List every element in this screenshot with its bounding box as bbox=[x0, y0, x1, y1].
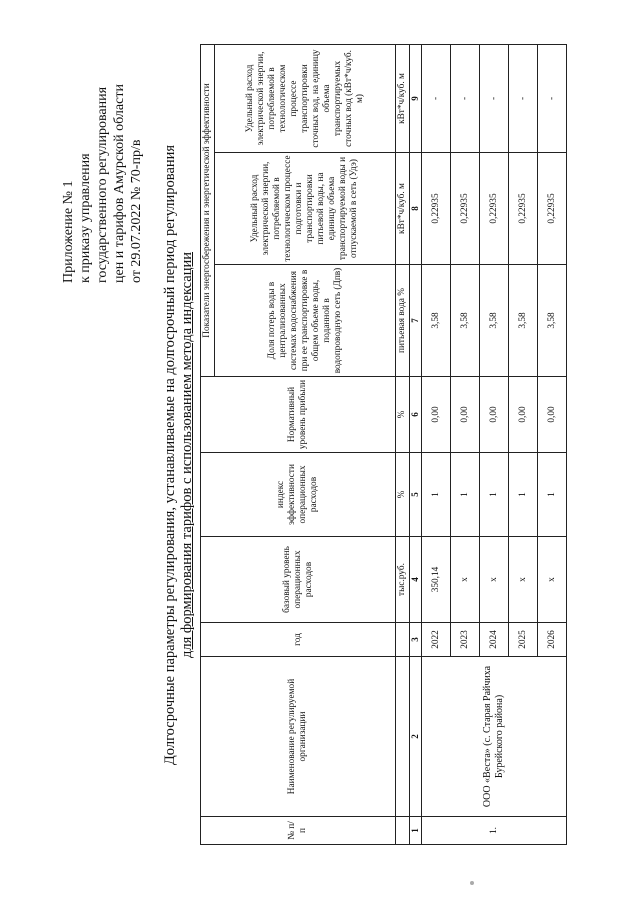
header-line: государственного регулирования bbox=[95, 86, 110, 283]
col-header-year: год bbox=[201, 623, 396, 657]
losses-cell: 3,58 bbox=[451, 265, 480, 377]
unit-cell: кВт*ч/куб. м bbox=[396, 44, 410, 152]
col-header-energy-group: Показатели энергосбережения и энергетической эффективности bbox=[201, 44, 215, 376]
year-cell: 2022 bbox=[422, 623, 451, 657]
col-header-energy-sewage: Удельный расход электрической энергии, потребляемой в технологическом процессе транспортировки сточных вод, на единицу объема транспортируемых сточных вод (кВт*ч/куб. м) bbox=[215, 44, 396, 152]
header-line: от 29.07.2022 № 70-пр/в bbox=[129, 139, 144, 283]
title-line-1: Долгосрочные параметры регулирования, устанавливаемые на долгосрочный период регулирования bbox=[162, 144, 178, 766]
base-cell: х bbox=[480, 537, 509, 623]
col-number: 1 bbox=[410, 817, 422, 845]
profit-cell: 0,00 bbox=[480, 377, 509, 453]
col-header-efficiency-index: индекс эффективности операционных расходов bbox=[201, 453, 396, 537]
col-header-number: № п/п bbox=[201, 817, 396, 845]
year-cell: 2026 bbox=[538, 623, 567, 657]
col-number: 2 bbox=[410, 657, 422, 817]
col-header-base-costs: базовый уровень операционных расходов bbox=[201, 537, 396, 623]
profit-cell: 0,00 bbox=[422, 377, 451, 453]
index-cell: 1 bbox=[422, 453, 451, 537]
col-number: 3 bbox=[410, 623, 422, 657]
document-title bbox=[162, 65, 196, 845]
year-cell: 2024 bbox=[480, 623, 509, 657]
energy-sewage-cell: - bbox=[480, 44, 509, 152]
parameters-table bbox=[200, 44, 567, 845]
year-cell: 2025 bbox=[509, 623, 538, 657]
energy-water-cell: 0,22935 bbox=[509, 153, 538, 265]
year-cell: 2023 bbox=[451, 623, 480, 657]
unit-cell: питьевая вода % bbox=[396, 265, 410, 377]
header-line: цен и тарифов Амурской области bbox=[112, 84, 127, 283]
unit-cell: тыс.руб. bbox=[396, 537, 410, 623]
unit-cell: кВт*ч/куб. м bbox=[396, 153, 410, 265]
scan-speck bbox=[470, 881, 474, 885]
header-line: Приложение № 1 bbox=[61, 180, 76, 283]
col-header-profit: Нормативный уровень прибыли bbox=[201, 377, 396, 453]
col-number: 6 bbox=[410, 377, 422, 453]
table-row bbox=[422, 44, 451, 844]
col-header-org: Наименование регулируемой организации bbox=[201, 657, 396, 817]
base-cell: х bbox=[538, 537, 567, 623]
col-number: 8 bbox=[410, 153, 422, 265]
base-cell: х bbox=[451, 537, 480, 623]
column-numbers-row bbox=[410, 44, 422, 844]
energy-sewage-cell: - bbox=[422, 44, 451, 152]
profit-cell: 0,00 bbox=[451, 377, 480, 453]
header-row-1 bbox=[201, 44, 215, 844]
index-cell: 1 bbox=[538, 453, 567, 537]
index-cell: 1 bbox=[480, 453, 509, 537]
base-cell: х bbox=[509, 537, 538, 623]
col-header-energy-water: Удельный расход электрической энергии, потребляемой в технологическом процессе подготовки и транспортировки питьевой воды, на единицу объема транспортируемой воды и отпускаемой в сеть (Удэ) bbox=[215, 153, 396, 265]
losses-cell: 3,58 bbox=[509, 265, 538, 377]
header-line: к приказу управления bbox=[78, 153, 93, 283]
col-header-water-losses: Доля потерь воды в централизованных системах водоснабжения при ее транспортировке в общем объеме воды, поданной в водопроводную сеть (Дпв) bbox=[215, 265, 396, 377]
appendix-header bbox=[60, 23, 145, 283]
energy-sewage-cell: - bbox=[538, 44, 567, 152]
units-row bbox=[396, 44, 410, 844]
unit-cell: % bbox=[396, 453, 410, 537]
energy-sewage-cell: - bbox=[451, 44, 480, 152]
index-cell: 1 bbox=[451, 453, 480, 537]
title-line-2: для формирования тарифов с использованием метода индексации bbox=[179, 251, 195, 659]
energy-water-cell: 0,22935 bbox=[538, 153, 567, 265]
col-number: 7 bbox=[410, 265, 422, 377]
col-number: 4 bbox=[410, 537, 422, 623]
profit-cell: 0,00 bbox=[538, 377, 567, 453]
org-name: ООО «Веста» (с. Старая Райчиха Бурейского района) bbox=[422, 657, 567, 817]
energy-water-cell: 0,22935 bbox=[480, 153, 509, 265]
losses-cell: 3,58 bbox=[538, 265, 567, 377]
col-number: 5 bbox=[410, 453, 422, 537]
col-number: 9 bbox=[410, 44, 422, 152]
energy-water-cell: 0,22935 bbox=[451, 153, 480, 265]
unit-cell: % bbox=[396, 377, 410, 453]
energy-water-cell: 0,22935 bbox=[422, 153, 451, 265]
index-cell: 1 bbox=[509, 453, 538, 537]
org-number: 1. bbox=[422, 817, 567, 845]
profit-cell: 0,00 bbox=[509, 377, 538, 453]
losses-cell: 3,58 bbox=[422, 265, 451, 377]
energy-sewage-cell: - bbox=[509, 44, 538, 152]
base-cell: 350,14 bbox=[422, 537, 451, 623]
losses-cell: 3,58 bbox=[480, 265, 509, 377]
